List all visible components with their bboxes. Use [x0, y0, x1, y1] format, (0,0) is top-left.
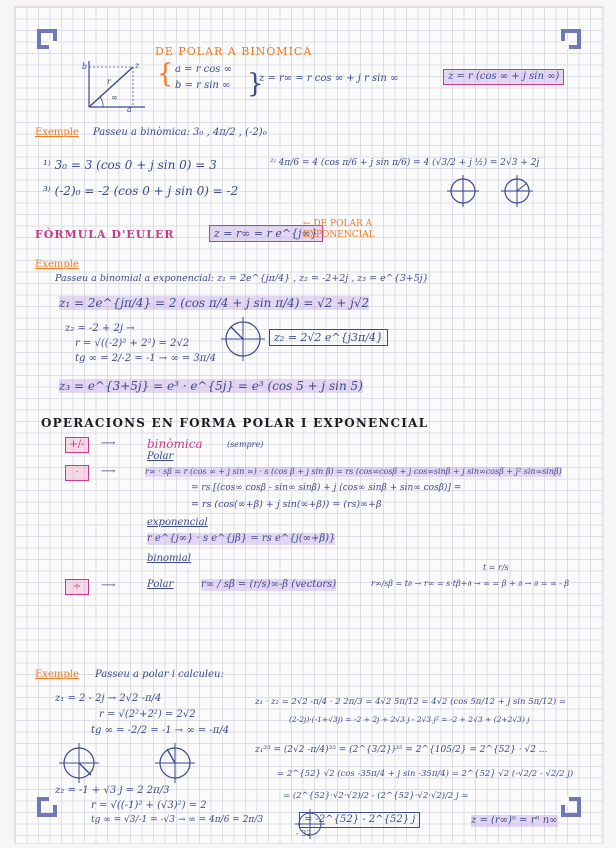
- de-moivre-formula: z = (r∞)ⁿ = rⁿ n∞: [471, 815, 558, 826]
- mult-polar-label: Polar: [147, 451, 174, 462]
- example-1-line-2: ²⁾ 4π/6 = 4 (cos π/6 + j sin π/6) = 4 (√3/2 + j ½) = 2√3 + 2j: [270, 158, 540, 168]
- power-result: = -2^{52} - 2^{52} j: [299, 812, 420, 828]
- add-rule-binomica: binòmica: [147, 437, 203, 451]
- heading-polar-binomica: DE POLAR A BINÒMICA: [155, 45, 313, 58]
- z2-exponential-result: z₂ = 2√2 e^{j3π/4}: [269, 329, 388, 346]
- power-step-2: = 2^{52} √2 (cos -35π/4 + j sin -35π/4) = 2^{52} √2 (-√2/2 - √2/2 j): [277, 769, 574, 779]
- div-side-derivation: r∞/sβ = t∂ → r∞ = s·tβ+∂ → ∞ = β + ∂ → ∂ = ∞ - β: [371, 579, 570, 588]
- z2-modulus: r = √((-2)² + 2²) = 2√2: [75, 338, 190, 349]
- example-2-prompt: Passeu a binomial a exponencial: z₁ = 2e^{jπ/4} , z₂ = -2+2j , z₃ = e^{3+5j}: [55, 273, 429, 284]
- z1-argument: tg ∞ = -2/2 = -1 → ∞ = -π/4: [91, 725, 230, 736]
- polar-to-binomial-equation: z = r∞ = r cos ∞ + j r sin ∞: [259, 73, 399, 84]
- heading-operacions: OPERACIONS EN FORMA POLAR I EXPONENCIAL: [41, 416, 429, 430]
- mult-derivation-1: r∞ · sβ = r (cos ∞ + j sin ∞) · s (cos β + j sin β) = rs (cos∞cosβ + j cos∞sinβ + j sin∞cosβ + j² sin∞sinβ): [145, 467, 562, 476]
- mult-derivation-2: = rs [(cos∞ cosβ - sin∞ sinβ) + j (cos∞ sinβ + sin∞ cosβ)] =: [191, 483, 462, 493]
- system-close-brace: }: [247, 69, 264, 99]
- z1-modulus: r = √(2²+2²) = 2√2: [99, 709, 196, 720]
- z2-start: z₂ = -2 + 2j →: [65, 323, 135, 334]
- z2-polar: z₂ = -1 + √3 j = 2 2π/3: [55, 785, 170, 796]
- add-subtract-symbol: +/-: [65, 437, 89, 453]
- example-label-3: Exemple: [35, 669, 79, 680]
- diagram-label-r: r: [107, 77, 111, 86]
- power-step-1: z₁³⁵ = (2√2 -π/4)³⁵ = (2^{3/2})³⁵ = 2^{105/2} = 2^{52} · √2 ...: [255, 745, 548, 755]
- power-step-3: = (2^{52}·√2·√2)/2 - (2^{52}·√2·√2)/2 j =: [283, 791, 469, 801]
- z2-argument: tg ∞ = 2/-2 = -1 → ∞ = 3π/4: [75, 353, 217, 364]
- example-label-1: Exemple: [35, 127, 79, 138]
- arrow-3: ⟶: [101, 580, 116, 591]
- corner-mark-bottom-right: [561, 797, 581, 817]
- example-1-line-1: ¹⁾ 3₀ = 3 (cos 0 + j sin 0) = 3: [43, 158, 217, 172]
- z2-modulus-b: r = √((-1)² + (√3)²) = 2: [91, 800, 207, 811]
- multiply-symbol: ·: [65, 465, 89, 481]
- system-eq-b: b = r sin ∞: [175, 80, 231, 91]
- mult-derivation-3: = rs (cos(∞+β) + j sin(∞+β)) = (rs)∞+β: [191, 499, 382, 510]
- product-polar: z₁ · z₂ = 2√2 -π/4 · 2 2π/3 = 4√2 5π/12 = 4√2 (cos 5π/12 + j sin 5π/12) =: [255, 697, 567, 707]
- add-rule-note: (sempre): [227, 440, 264, 449]
- z2-circle-sketch-b: [155, 743, 195, 783]
- mult-exponential-eq: r e^{j∞} · s e^{jβ} = rs e^{j(∞+β)}: [147, 533, 336, 544]
- divide-symbol: ÷: [65, 579, 89, 595]
- unit-circle-sketch-1: [447, 175, 479, 207]
- z1-conversion: z₁ = 2e^{jπ/4} = 2 (cos π/4 + j sin π/4) = √2 + j√2: [59, 296, 370, 310]
- system-brace: {: [157, 59, 174, 89]
- example-3-prompt: Passeu a polar i calculeu:: [95, 669, 224, 680]
- vector-diagram: [81, 57, 151, 115]
- z2-argument-b: tg ∞ = √3/-1 = -√3 → ∞ = 4π/6 = 2π/3: [91, 815, 264, 825]
- z2-circle-sketch: [221, 317, 265, 361]
- diagram-label-b: b: [82, 62, 88, 71]
- unit-circle-sketch-2: [501, 175, 533, 207]
- example-label-2: Exemple: [35, 259, 79, 270]
- corner-mark-top-left: [37, 29, 57, 49]
- example-1-prompt: Passeu a binòmica: 3₀ , 4π/2 , (-2)₀: [93, 127, 267, 138]
- div-rule-eq: r∞ / sβ = (r/s)∞-β (vectors): [201, 579, 337, 590]
- example-1-line-3: ³⁾ (-2)₀ = -2 (cos 0 + j sin 0) = -2: [43, 184, 239, 198]
- z3-conversion: z₃ = e^{3+5j} = e³ · e^{5j} = e³ (cos 5 + j sin 5): [59, 379, 363, 393]
- notebook-page: [14, 6, 604, 844]
- mult-binomial-label: binomial: [147, 553, 191, 564]
- diagram-label-alpha: ∞: [111, 93, 118, 102]
- corner-mark-bottom-left: [37, 797, 57, 817]
- product-binomial-check: (2-2j)·(-1+√3j) = -2 + 2j + 2√3 j - 2√3 j² = -2 + 2√3 + (2+2√3) j: [289, 715, 530, 724]
- mult-exponential-label: exponencial: [147, 517, 208, 528]
- corner-mark-top-right: [561, 29, 581, 49]
- diagram-label-z: z: [135, 61, 140, 70]
- system-eq-a: a = r cos ∞: [175, 64, 232, 75]
- heading-formula-euler: FÒRMULA D'EULER: [35, 228, 175, 241]
- page-number: - 32 -: [296, 829, 317, 838]
- z1-polar: z₁ = 2 - 2j → 2√2 -π/4: [55, 693, 162, 704]
- polar-to-binomial-formula: z = r (cos ∞ + j sin ∞): [443, 69, 564, 85]
- note-polar-to-exponential: ← DE POLAR A EXPONENCIAL: [303, 219, 375, 240]
- arrow-1: ⟶: [101, 438, 116, 449]
- z1-circle-sketch: [59, 743, 99, 783]
- arrow-2: ⟶: [101, 466, 116, 477]
- diagram-label-a: a: [127, 105, 132, 114]
- div-polar-label: Polar: [147, 579, 174, 590]
- euler-formula: z = r∞ = r e^{j∞}: [209, 225, 323, 242]
- div-side-t: t = r/s: [483, 563, 509, 572]
